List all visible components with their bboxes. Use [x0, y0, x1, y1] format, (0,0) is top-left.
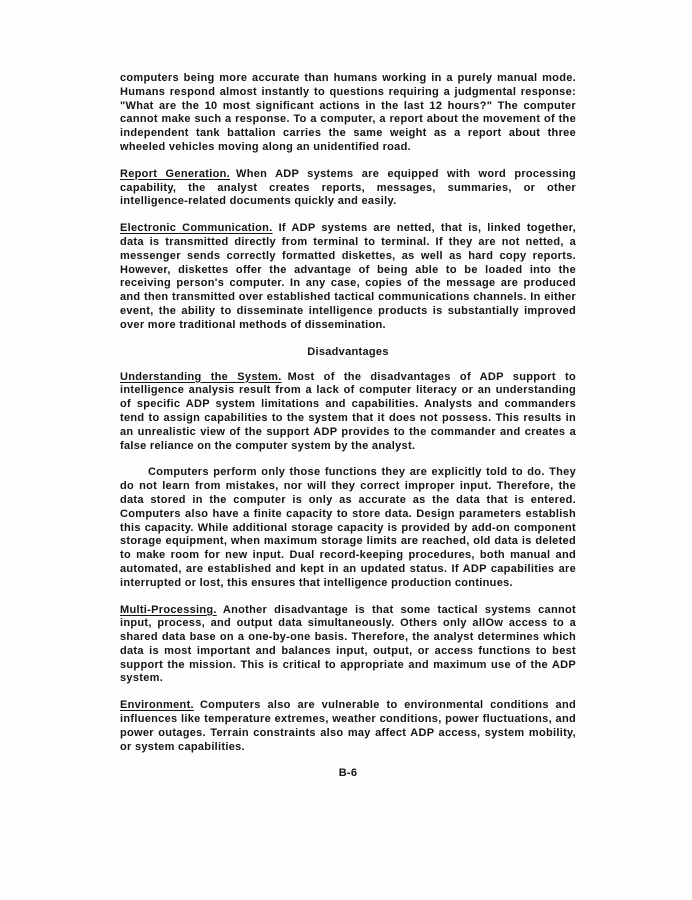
paragraph-multi-processing	[120, 604, 576, 687]
paragraph-report-generation	[120, 168, 576, 209]
paragraph-text: computers being more accurate than humans working in a purely manual mode. Humans respond almost instantly to questions requiring a judgmental response: "What are the 10 most significant actions in the last 12 hours?" The computer cannot make such a response. To a computer, a report about the movement of the independent tank battalion carries the same weight as a report about three wheeled vehicles moving along an unidentified road.	[120, 72, 576, 153]
paragraph-text: Another disadvantage is that some tactical systems cannot input, process, and output data simultaneously. Others only allOw access to a shared data base on a one-by-one basis. Therefore, the analyst determines which data is most important and balances input, output, or access functions to best support the mission. This is critical to appropriate and maximum use of the ADP system.	[120, 603, 576, 685]
paragraph-intro-continuation	[120, 72, 576, 155]
paragraph-understanding-the-system	[120, 371, 576, 454]
paragraph-electronic-communication	[120, 222, 576, 332]
section-heading-multi-processing: Multi-Processing.	[120, 603, 217, 616]
paragraph-text: When ADP systems are equipped with word processing capability, the analyst creates reports, messages, summaries, or other intelligence-related documents quickly and easily.	[120, 167, 577, 208]
paragraph-environment	[120, 699, 576, 754]
section-heading-electronic-communication: Electronic Communication.	[120, 222, 273, 235]
paragraph-text: Most of the disadvantages of ADP support to intelligence analysis result from a lack of computer literacy or an understanding of specific ADP system limitations and capabilities. Analysts and commanders tend to assign capabilities to the system that it does not possess. This results in an unrealistic view of the support ADP provides to the commander and creates a false reliance on the computer system by the analyst.	[120, 370, 576, 452]
page-number: B-6	[338, 767, 358, 780]
section-heading-environment: Environment.	[120, 699, 194, 712]
paragraph-text: Computers perform only those functions they are explicitly told to do. They do not learn from mistakes, nor will they correct improper input. Therefore, the data stored in the computer is only as accurate as the data that is entered. Computers also have a finite capacity to store data. Design parameters establish this capacity. While additional storage capacity is provided by add-on component storage equipment, when maximum storage limits are reached, old data is deleted to make room for new input. Dual record-keeping procedures, both manual and automated, are established and kept in an updated status. If ADP capabilities are interrupted or lost, this ensures that intelligence production continues.	[120, 466, 576, 589]
paragraph-text: If ADP systems are netted, that is, linked together, data is transmitted directly from terminal to terminal. If they are not netted, a messenger sends correctly formatted diskettes, as well as hard copy reports. However, diskettes offer the advantage of being able to be loaded into the receiving person's computer. In any case, copies of the message are produced and then transmitted over established tactical communications channels. In either event, the ability to disseminate intelligence products is substantially improved over more traditional methods of dissemination.	[120, 222, 576, 331]
page-content	[120, 72, 576, 779]
paragraph-computers-perform	[120, 466, 576, 590]
section-heading-understanding-the-system: Understanding the System.	[120, 370, 282, 383]
paragraph-text: Computers also are vulnerable to environmental conditions and influences like temperature extremes, weather conditions, power fluctuations, and power outages. Terrain constraints also may affect ADP access, system mobility, or system capabilities.	[120, 699, 576, 753]
disadvantages-heading: Disadvantages	[307, 345, 389, 358]
section-heading-report-generation: Report Generation.	[120, 167, 230, 180]
